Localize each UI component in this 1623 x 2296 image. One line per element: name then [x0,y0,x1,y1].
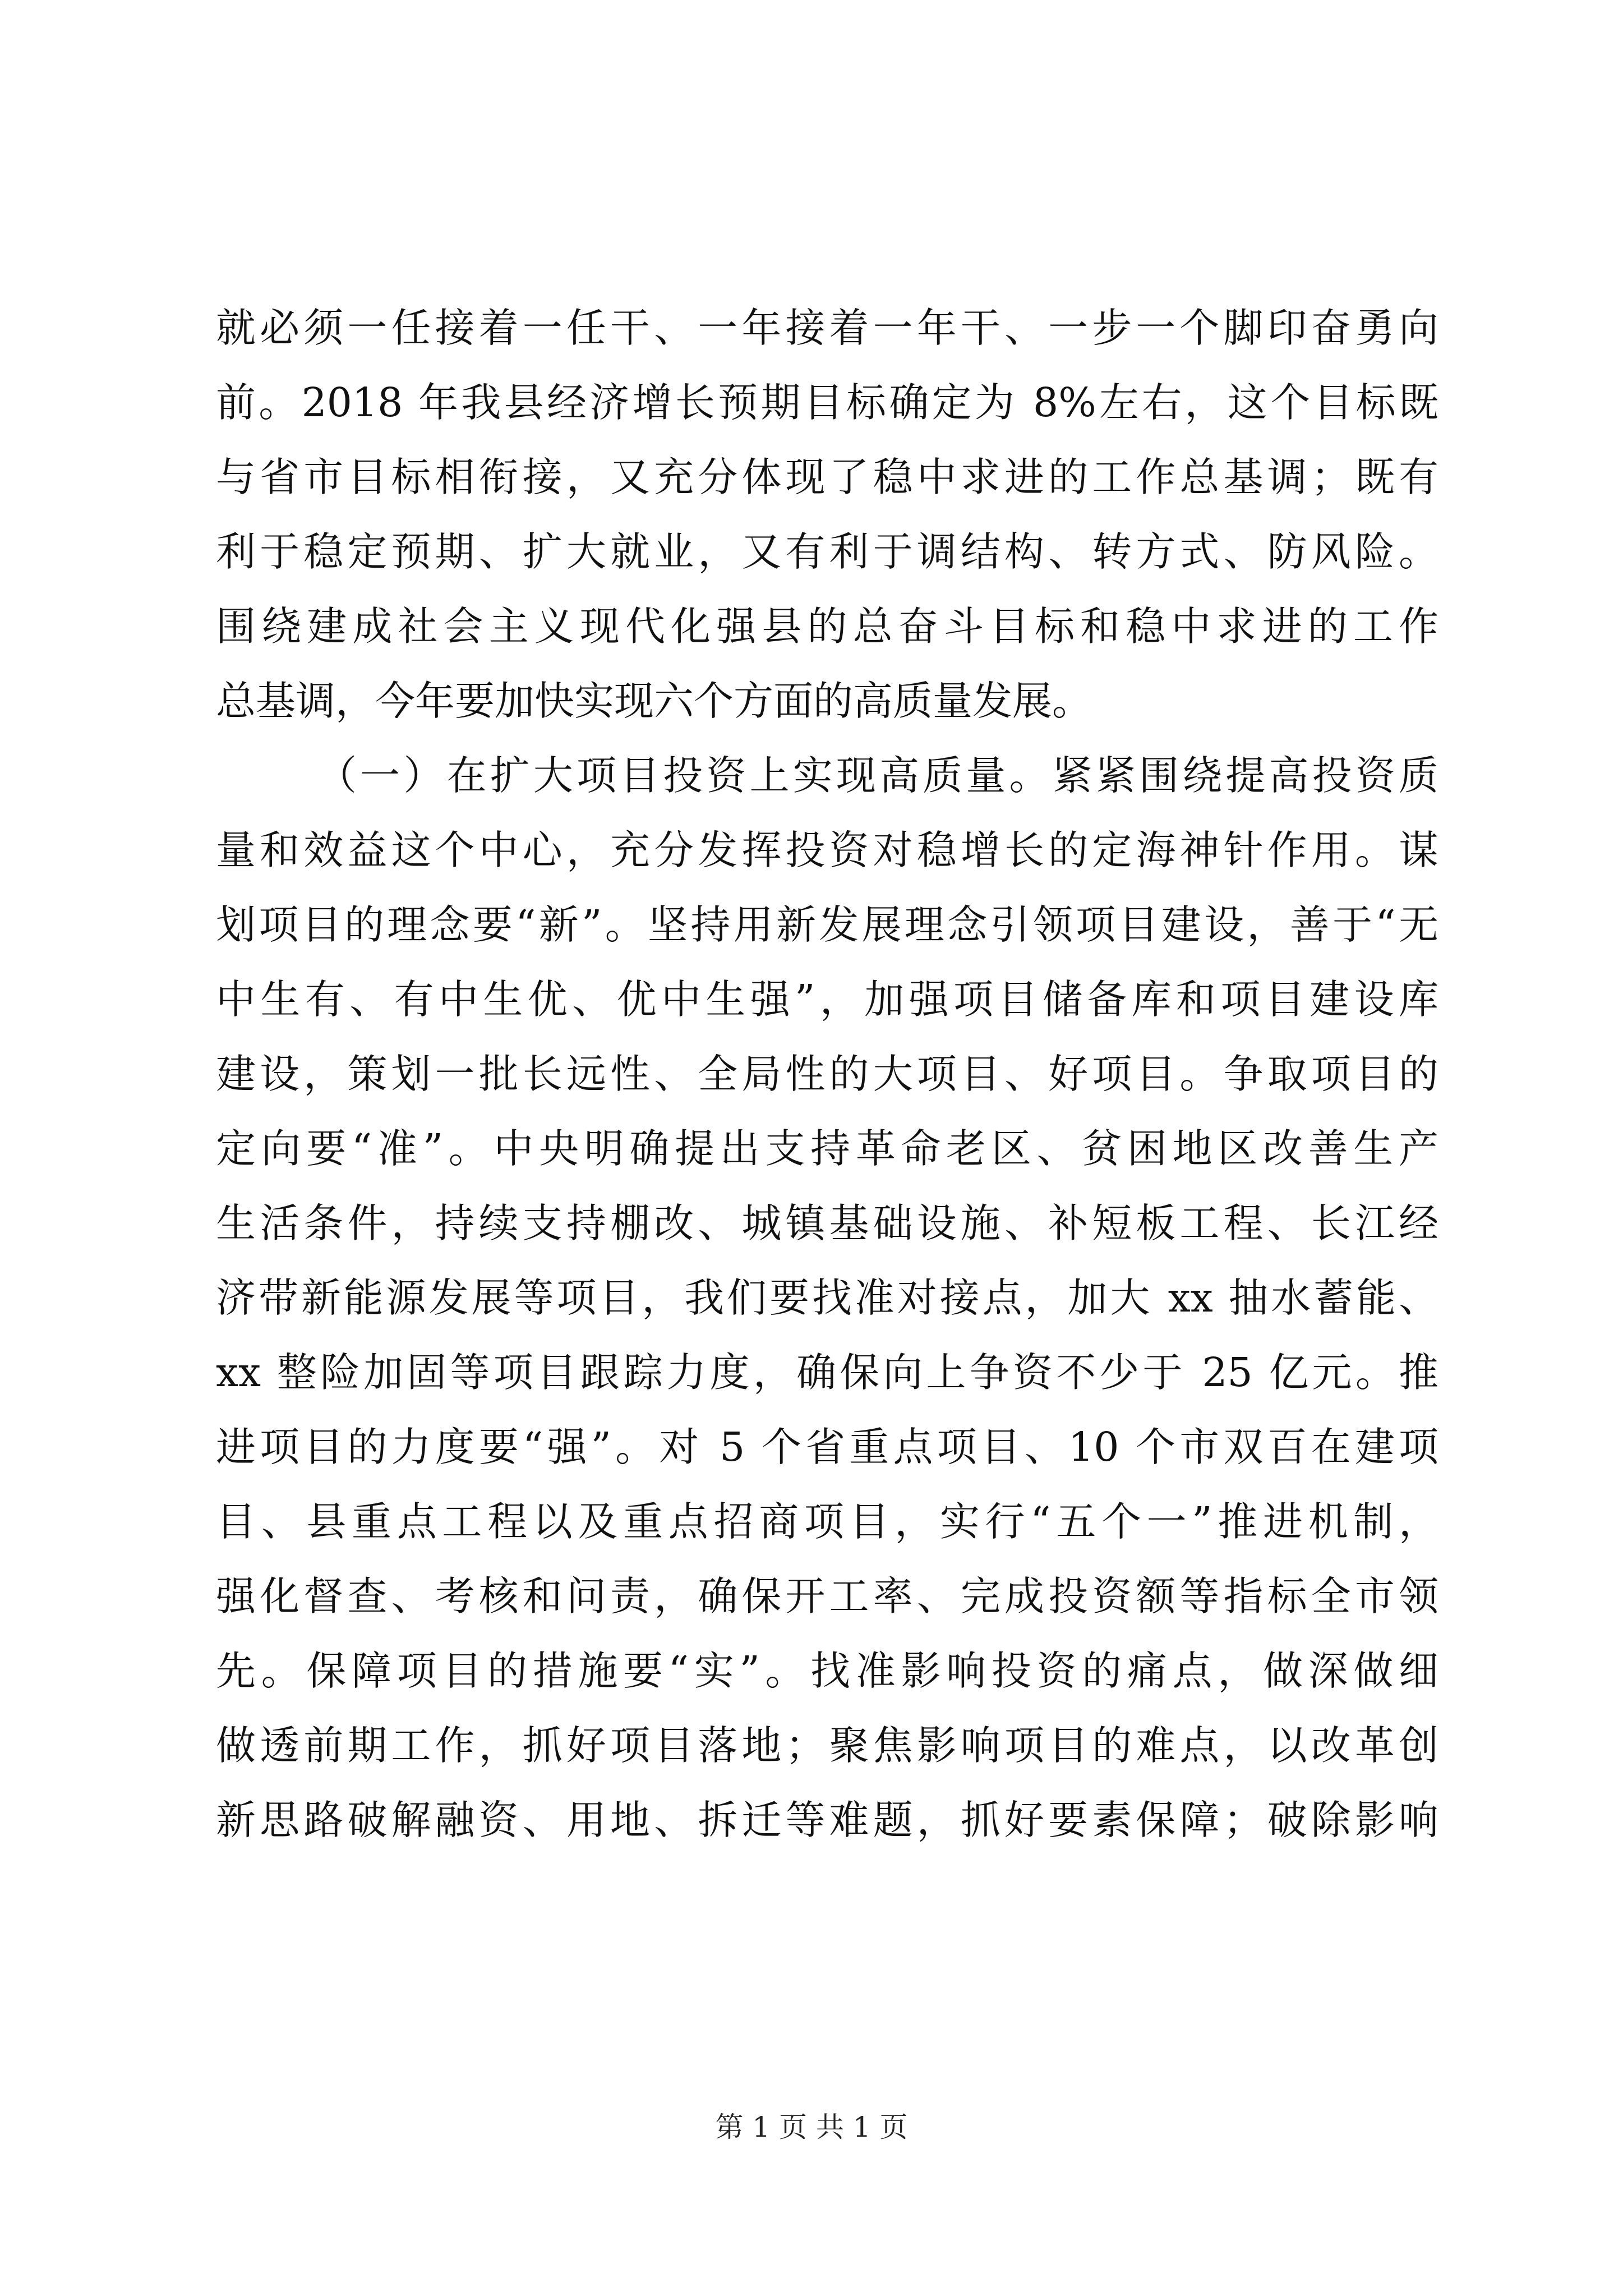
text-line: 利于稳定预期、扩大就业，又有利于调结构、转方式、防风险。 [216,528,1438,575]
text-line: 围绕建成社会主义现代化强县的总奋斗目标和稳中求进的工作 [216,603,1438,650]
text-line: 就必须一任接着一任干、一年接着一年干、一步一个脚印奋勇向 [216,305,1438,351]
text-line: 建设，策划一批长远性、全局性的大项目、好项目。争取项目的 [216,1051,1438,1097]
text-line: 定向要“准”。中央明确提出支持革命老区、贫困地区改善生产 [216,1125,1438,1172]
text-line: 目、县重点工程以及重点招商项目，实行“五个一”推进机制， [216,1498,1438,1545]
text-line: xx 整险加固等项目跟踪力度，确保向上争资不少于 25 亿元。推 [216,1349,1438,1396]
page-number-footer: 第 1 页 共 1 页 [715,2111,908,2143]
paragraph-first-line: （一）在扩大项目投资上实现高质量。紧紧围绕提高投资质 [317,752,1438,799]
text-line: 强化督查、考核和问责，确保开工率、完成投资额等指标全市领 [216,1573,1438,1619]
text-line: 划项目的理念要“新”。坚持用新发展理念引领项目建设，善于“无 [216,901,1438,948]
text-line: 与省市目标相衔接，又充分体现了稳中求进的工作总基调；既有 [216,454,1438,500]
text-line: 进项目的力度要“强”。对 5 个省重点项目、10 个市双百在建项 [216,1424,1438,1470]
text-line: 做透前期工作，抓好项目落地；聚焦影响项目的难点，以改革创 [216,1722,1438,1769]
text-line: 总基调，今年要加快实现六个方面的高质量发展。 [216,678,1092,724]
text-line: 济带新能源发展等项目，我们要找准对接点，加大 xx 抽水蓄能、 [216,1274,1438,1321]
text-line: 新思路破解融资、用地、拆迁等难题，抓好要素保障；破除影响 [216,1797,1438,1843]
text-line: 先。保障项目的措施要“实”。找准影响投资的痛点，做深做细 [216,1648,1438,1694]
text-line: 中生有、有中生优、优中生强”，加强项目储备库和项目建设库 [216,976,1438,1023]
text-line: 生活条件，持续支持棚改、城镇基础设施、补短板工程、长江经 [216,1200,1438,1246]
text-line: 前。2018 年我县经济增长预期目标确定为 8%左右，这个目标既 [216,379,1438,426]
text-line: 量和效益这个中心，充分发挥投资对稳增长的定海神针作用。谋 [216,827,1438,873]
